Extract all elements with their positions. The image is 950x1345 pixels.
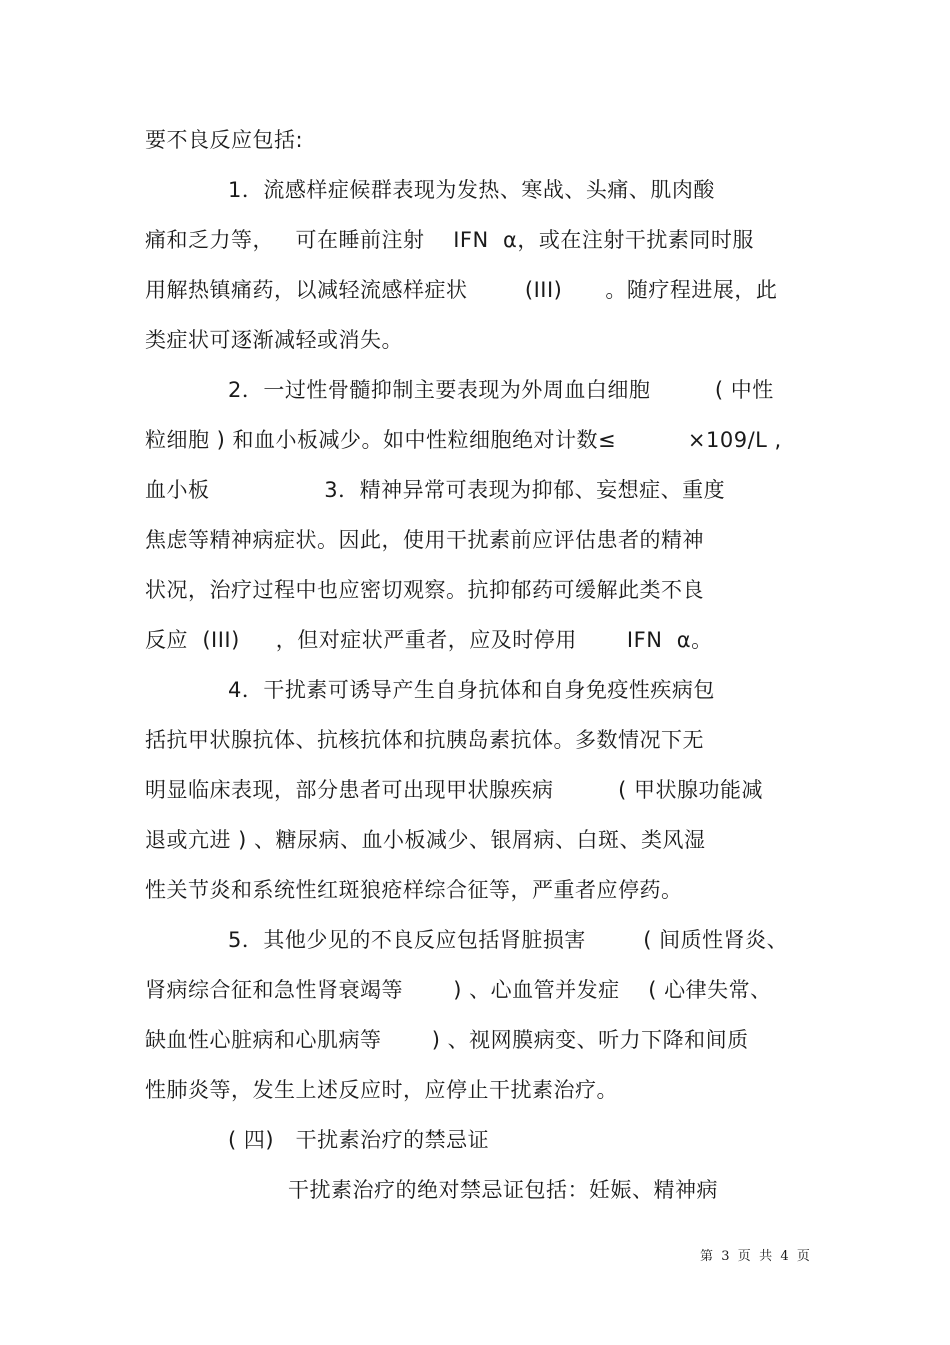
text-line: 5．其他少见的不良反应包括肾脏损害 ( 间质性肾炎、 (228, 928, 789, 952)
text-line: 括抗甲状腺抗体、抗核抗体和抗胰岛素抗体。多数情况下无 (145, 728, 704, 752)
text-line: 焦虑等精神病症状。因此，使用干扰素前应评估患者的精神 (145, 528, 704, 552)
text-line: 肾病综合征和急性肾衰竭等 ) 、心血管并发症 ( 心律失常、 (145, 978, 772, 1002)
text-line: 粒细胞 ) 和血小板减少。如中性粒细胞绝对计数≤ ×109/L , (145, 428, 782, 452)
text-line: 4．干扰素可诱导产生自身抗体和自身免疫性疾病包 (228, 678, 715, 702)
text-line: 反应 (III) ，但对症状严重者，应及时停用 IFN α。 (145, 628, 713, 652)
text-line: 1．流感样症候群表现为发热、寒战、头痛、肌肉酸 (228, 178, 715, 202)
text-line: 性肺炎等，发生上述反应时，应停止干扰素治疗。 (145, 1078, 618, 1102)
text-line: 性关节炎和系统性红斑狼疮样综合征等，严重者应停药。 (145, 878, 683, 902)
text-line: 退或亢进 ) 、糖尿病、血小板减少、银屑病、白斑、类风湿 (145, 828, 706, 852)
text-line: 干扰素治疗的绝对禁忌证包括：妊娠、精神病 (288, 1178, 718, 1202)
text-line: 2．一过性骨髓抑制主要表现为外周血白细胞 ( 中性 (228, 378, 774, 402)
text-line: 痛和乏力等， 可在睡前注射 IFN α，或在注射干扰素同时服 (145, 228, 754, 252)
page-footer: 第 3 页 共 4 页 (700, 1249, 810, 1264)
text-line: 要不良反应包括: (145, 128, 304, 152)
text-line: 血小板 3．精神异常可表现为抑郁、妄想症、重度 (145, 478, 726, 502)
text-line: 明显临床表现，部分患者可出现甲状腺疾病 ( 甲状腺功能减 (145, 778, 763, 802)
section-heading: ( 四) 干扰素治疗的禁忌证 (228, 1128, 490, 1152)
text-line: 缺血性心脏病和心肌病等 ) 、视网膜病变、听力下降和间质 (145, 1028, 749, 1052)
text-line: 状况，治疗过程中也应密切观察。抗抑郁药可缓解此类不良 (145, 578, 704, 602)
text-line: 用解热镇痛药，以减轻流感样症状 (III) 。随疗程进展，此 (145, 278, 778, 302)
text-line: 类症状可逐渐减轻或消失。 (145, 328, 403, 352)
